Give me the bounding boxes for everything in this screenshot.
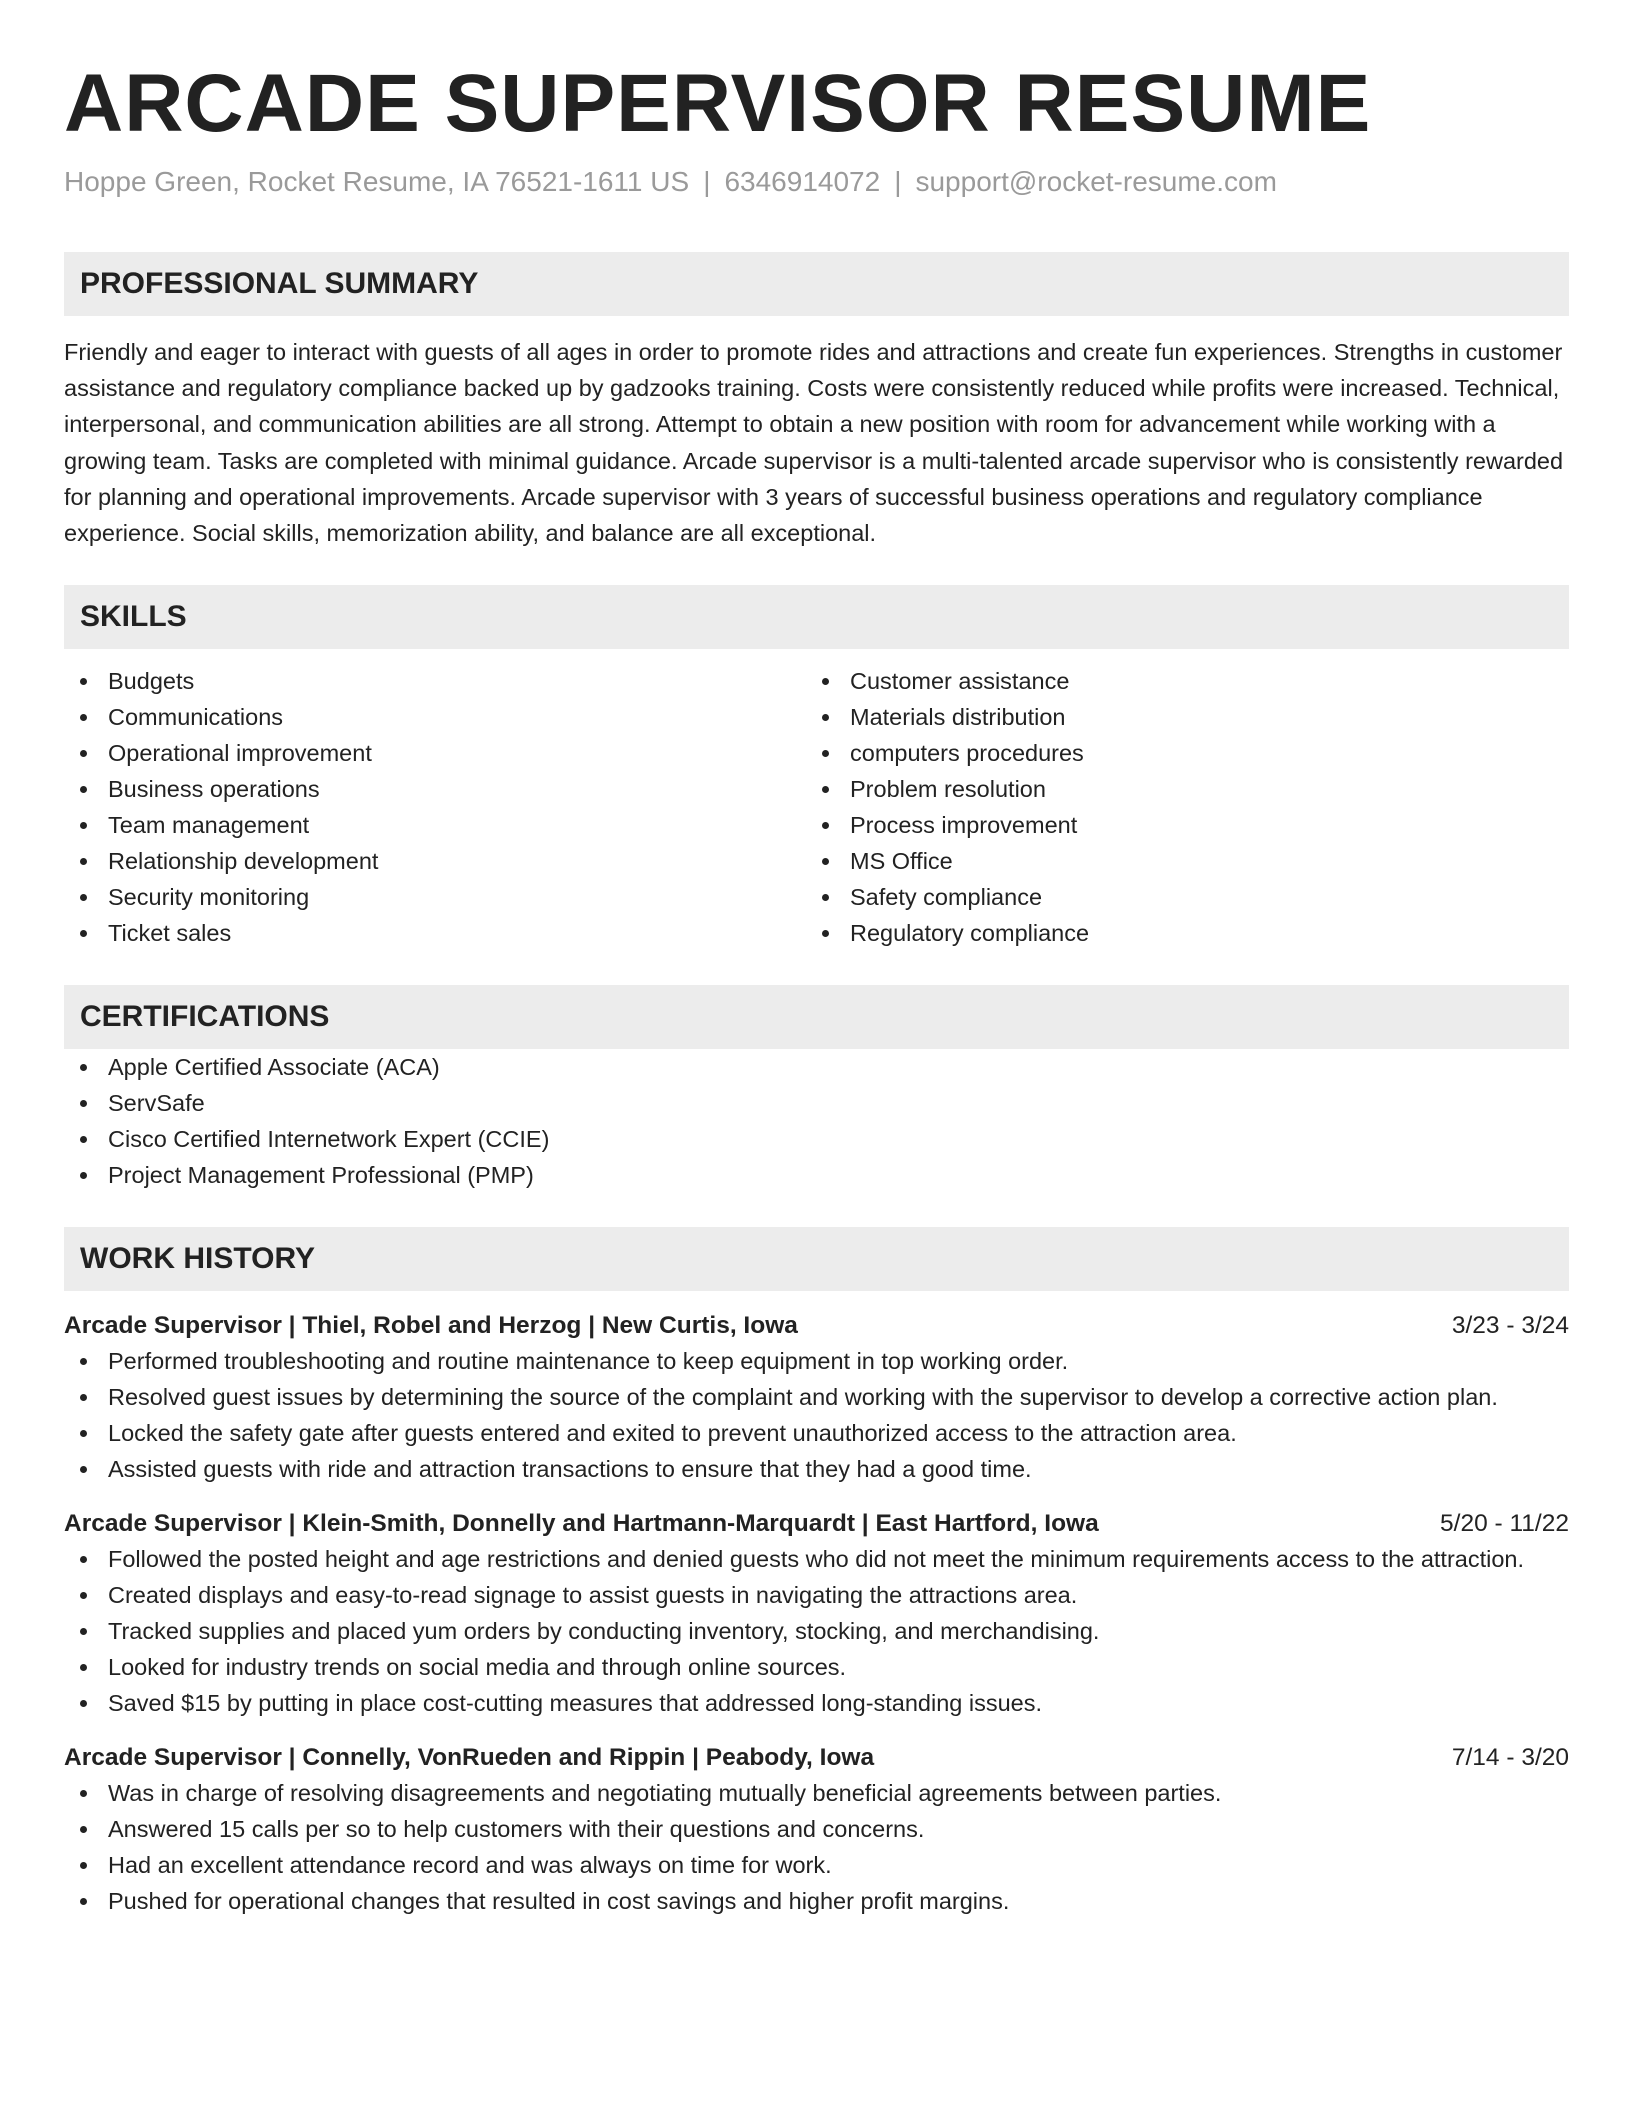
- job-duties-list: [64, 1775, 1569, 1919]
- job-duty: Answered 15 calls per so to help customers with their questions and concerns.: [64, 1811, 1569, 1847]
- job-header: [64, 1507, 1569, 1541]
- resume-title: ARCADE SUPERVISOR RESUME: [64, 58, 1372, 149]
- job-duty: Performed troubleshooting and routine maintenance to keep equipment in top working order.: [64, 1343, 1569, 1379]
- skill-item: MS Office: [806, 843, 1548, 879]
- skill-item: Operational improvement: [64, 735, 806, 771]
- skill-item: Ticket sales: [64, 915, 806, 951]
- certification-item: Apple Certified Associate (ACA): [64, 1049, 1569, 1085]
- skill-item: Business operations: [64, 771, 806, 807]
- skills-heading: SKILLS: [64, 585, 1569, 649]
- job-title: Arcade Supervisor | Thiel, Robel and Herzog | New Curtis, Iowa: [64, 1312, 798, 1340]
- resume-page: [64, 0, 1569, 1919]
- certification-item: Cisco Certified Internetwork Expert (CCIE): [64, 1121, 1569, 1157]
- job-header: [64, 1741, 1569, 1775]
- skills-right-column: [806, 663, 1548, 951]
- skill-item: Customer assistance: [806, 663, 1548, 699]
- summary-heading: PROFESSIONAL SUMMARY: [64, 252, 1569, 316]
- job-title: Arcade Supervisor | Connelly, VonRueden and Rippin | Peabody, Iowa: [64, 1744, 875, 1772]
- job-duty: Resolved guest issues by determining the source of the complaint and working with the supervisor to develop a corrective action plan.: [64, 1379, 1569, 1415]
- job-duty: Had an excellent attendance record and was always on time for work.: [64, 1847, 1569, 1883]
- job-entry: [64, 1741, 1569, 1919]
- job-duty: Pushed for operational changes that resulted in cost savings and higher profit margins.: [64, 1883, 1569, 1919]
- skill-item: computers procedures: [806, 735, 1548, 771]
- skill-item: Budgets: [64, 663, 806, 699]
- job-duty: Followed the posted height and age restrictions and denied guests who did not meet the minimum requirements access to the attraction.: [64, 1541, 1569, 1577]
- job-dates: 7/14 - 3/20: [1451, 1744, 1569, 1772]
- skill-item: Communications: [64, 699, 806, 735]
- work-history-heading: WORK HISTORY: [64, 1227, 1569, 1291]
- job-duty: Tracked supplies and placed yum orders by conducting inventory, stocking, and merchandising.: [64, 1613, 1569, 1649]
- skill-item: Relationship development: [64, 843, 806, 879]
- job-dates: 3/23 - 3/24: [1451, 1312, 1569, 1340]
- job-duty: Created displays and easy-to-read signage to assist guests in navigating the attractions area.: [64, 1577, 1569, 1613]
- contact-separator: |: [894, 166, 902, 197]
- summary-text: Friendly and eager to interact with guests of all ages in order to promote rides and attractions and create fun experiences. Strengths in customer assistance and regulatory compliance backed up by gadzooks training. Costs were consistently reduced while profits were increased. Technical, interpersonal, and communication abilities are all strong. Attempt to obtain a new position with room for advancement while working with a growing team. Tasks are completed with minimal guidance. Arcade supervisor is a multi-talented arcade supervisor who is consistently rewarded for planning and operational improvements. Arcade supervisor with 3 years of successful business operations and regulatory compliance experience. Social skills, memorization ability, and balance are all exceptional.: [64, 339, 1564, 547]
- skill-item: Process improvement: [806, 807, 1548, 843]
- job-duty: Locked the safety gate after guests entered and exited to prevent unauthorized access to the attraction area.: [64, 1415, 1569, 1451]
- certifications-heading: CERTIFICATIONS: [64, 985, 1569, 1049]
- job-duty: Was in charge of resolving disagreements and negotiating mutually beneficial agreements between parties.: [64, 1775, 1569, 1811]
- job-duty: Saved $15 by putting in place cost-cutting measures that addressed long-standing issues.: [64, 1685, 1569, 1721]
- job-dates: 5/20 - 11/22: [1440, 1510, 1569, 1538]
- certification-item: ServSafe: [64, 1085, 1569, 1121]
- certification-item: Project Management Professional (PMP): [64, 1157, 1569, 1193]
- skills-left-column: [64, 663, 806, 951]
- skill-item: Problem resolution: [806, 771, 1548, 807]
- job-header: [64, 1309, 1569, 1343]
- skill-item: Team management: [64, 807, 806, 843]
- skill-item: Security monitoring: [64, 879, 806, 915]
- skill-item: Safety compliance: [806, 879, 1548, 915]
- contact-address: Hoppe Green, Rocket Resume, IA 76521-1611 US: [64, 166, 690, 197]
- certifications-list: [64, 1049, 1569, 1193]
- job-duties-list: [64, 1541, 1569, 1721]
- job-duties-list: [64, 1343, 1569, 1487]
- skills-grid: [64, 663, 1569, 951]
- contact-email[interactable]: support@rocket-resume.com: [915, 166, 1277, 197]
- job-entry: [64, 1507, 1569, 1721]
- job-duty: Looked for industry trends on social media and through online sources.: [64, 1649, 1569, 1685]
- job-entry: [64, 1309, 1569, 1487]
- contact-phone: 6346914072: [724, 166, 881, 197]
- contact-separator: |: [703, 166, 711, 197]
- skill-item: Materials distribution: [806, 699, 1548, 735]
- skill-item: Regulatory compliance: [806, 915, 1548, 951]
- contact-line: [64, 164, 1569, 200]
- job-title: Arcade Supervisor | Klein-Smith, Donnelly and Hartmann-Marquardt | East Hartford, Iowa: [64, 1510, 1099, 1538]
- job-duty: Assisted guests with ride and attraction transactions to ensure that they had a good time.: [64, 1451, 1569, 1487]
